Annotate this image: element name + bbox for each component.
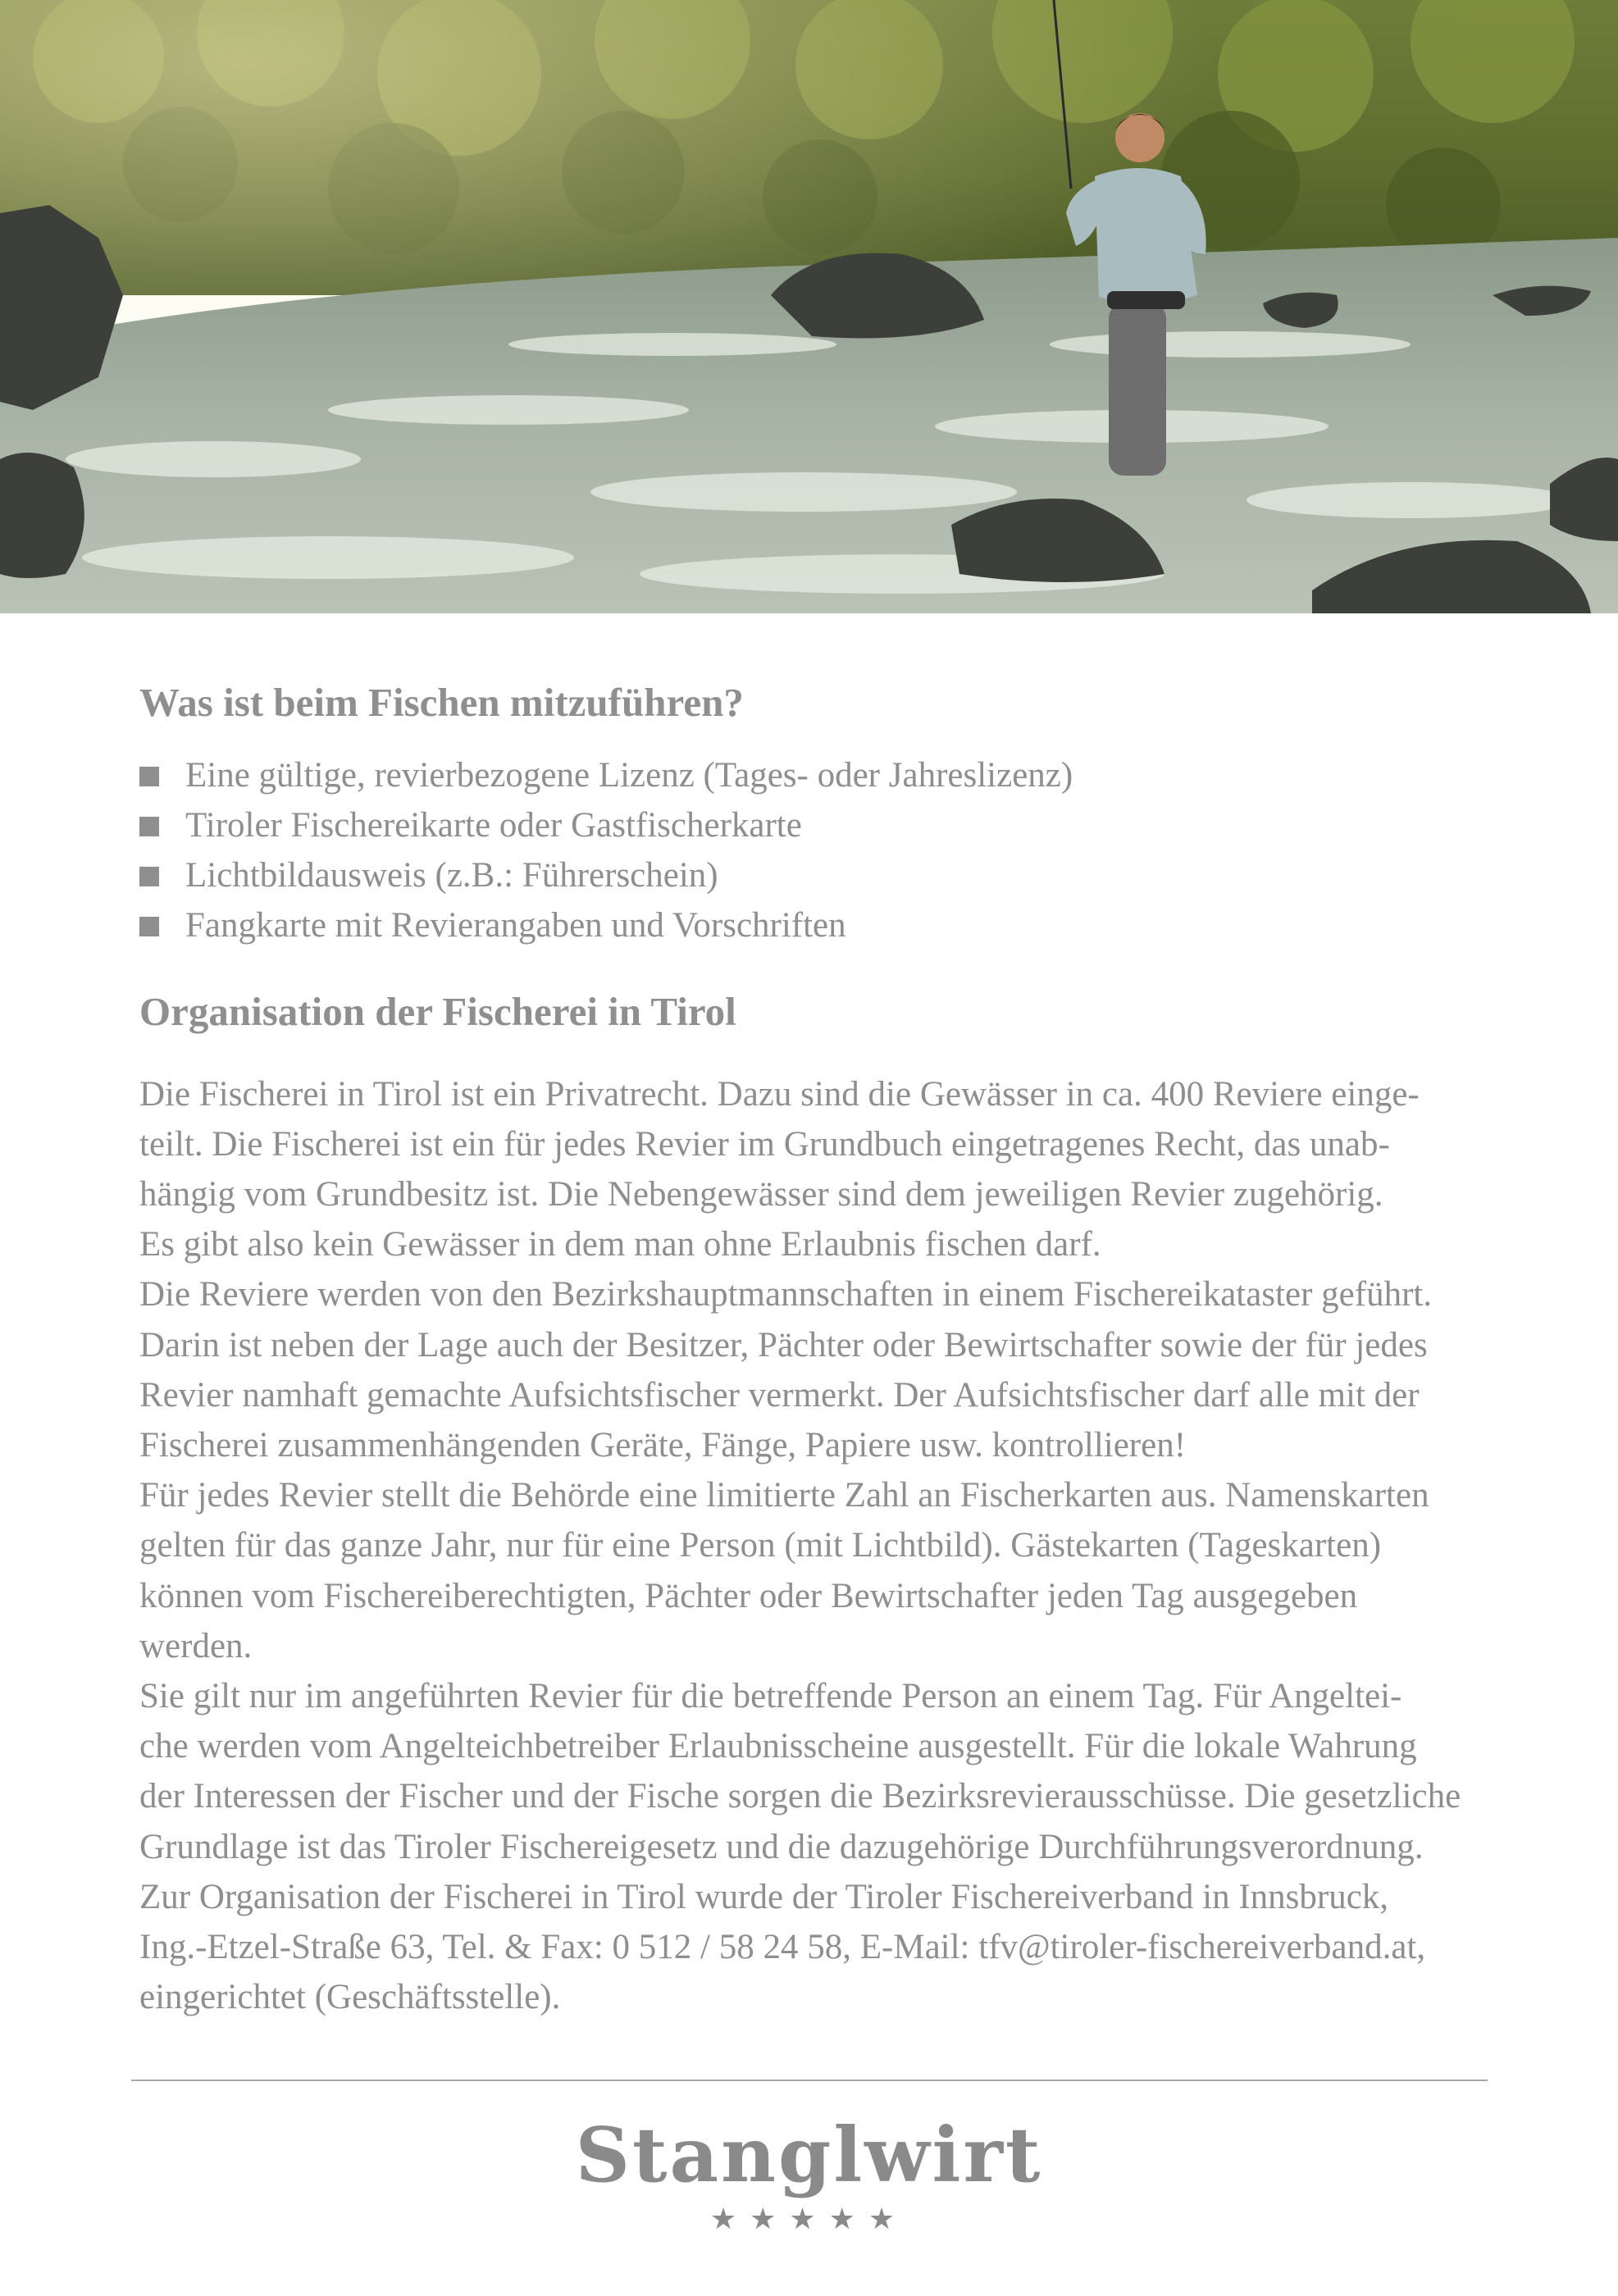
body-line: Es gibt also kein Gewässer in dem man ohne Erlaubnis fischen darf. <box>139 1225 1101 1264</box>
list-item-text: Tiroler Fischereikarte oder Gastfischerkarte <box>185 805 802 845</box>
list-item <box>139 900 1517 950</box>
list-item-text: Lichtbildausweis (z.B.: Führerschein) <box>185 855 718 895</box>
hero-illustration <box>0 0 1618 613</box>
square-bullet-icon <box>139 917 159 936</box>
body-line: teilt. Die Fischerei ist ein für jedes Revier im Grundbuch eingetragenes Recht, das unab- <box>139 1124 1390 1164</box>
stanglwirt-logo <box>0 2111 1618 2236</box>
main-content <box>139 672 1517 2022</box>
list-item-text: Eine gültige, revierbezogene Lizenz (Tages- oder Jahreslizenz) <box>185 755 1073 795</box>
body-line: eingerichtet (Geschäftsstelle). <box>139 1978 561 2017</box>
rating-stars-icon: ★★★★★ <box>709 2203 909 2236</box>
body-line: Fischerei zusammenhängenden Geräte, Fänge, Papiere usw. kontrollieren! <box>139 1426 1187 1465</box>
square-bullet-icon <box>139 867 159 886</box>
body-line: Darin ist neben der Lage auch der Besitzer, Pächter oder Bewirtschafter sowie der für jedes <box>139 1325 1428 1364</box>
requirements-heading: Was ist beim Fischen mitzuführen? <box>139 680 744 725</box>
body-line: Für jedes Revier stellt die Behörde eine limitierte Zahl an Fischerkarten aus. Namenskarten <box>139 1476 1429 1515</box>
logo-wordmark: Stanglwirt <box>575 2111 1043 2199</box>
list-item <box>139 750 1517 800</box>
body-line: Grundlage ist das Tiroler Fischereigesetz und die dazugehörige Durchführungsverordnung. <box>139 1827 1424 1866</box>
body-line: che werden vom Angelteichbetreiber Erlaubnisscheine ausgestellt. Für die lokale Wahrung <box>139 1727 1417 1766</box>
list-item-text: Fangkarte mit Revierangaben und Vorschriften <box>185 905 846 945</box>
organisation-heading: Organisation der Fischerei in Tirol <box>139 988 736 1034</box>
body-line: hängig vom Grundbesitz ist. Die Nebengewässer sind dem jeweiligen Revier zugehörig. <box>139 1175 1383 1214</box>
list-item <box>139 800 1517 850</box>
body-line: der Interessen der Fischer und der Fische sorgen die Bezirksrevierausschüsse. Die gesetzliche <box>139 1777 1461 1816</box>
body-line: Die Reviere werden von den Bezirkshauptmannschaften in einem Fischereikataster geführt. <box>139 1275 1433 1314</box>
body-line: Die Fischerei in Tirol ist ein Privatrecht. Dazu sind die Gewässer in ca. 400 Reviere einge- <box>139 1074 1420 1114</box>
square-bullet-icon <box>139 817 159 836</box>
hero-image <box>0 0 1618 613</box>
body-line: Ing.-Etzel-Straße 63, Tel. & Fax: 0 512 / 58 24 58, E-Mail: tfv@tiroler-fischereiverband.at, <box>139 1928 1426 1967</box>
footer-divider <box>131 2080 1488 2081</box>
body-line: Revier namhaft gemachte Aufsichtsfischer vermerkt. Der Aufsichtsfischer darf alle mit der <box>139 1375 1420 1414</box>
organisation-body <box>139 1069 1517 2023</box>
square-bullet-icon <box>139 767 159 786</box>
body-line: Sie gilt nur im angeführten Revier für die betreffende Person an einem Tag. Für Angeltei- <box>139 1677 1402 1716</box>
list-item <box>139 850 1517 900</box>
body-line: können vom Fischereiberechtigten, Pächter oder Bewirtschafter jeden Tag ausgegeben <box>139 1576 1358 1615</box>
body-line: werden. <box>139 1626 253 1665</box>
requirements-list <box>139 750 1517 950</box>
body-line: Zur Organisation der Fischerei in Tirol wurde der Tiroler Fischereiverband in Innsbruck, <box>139 1877 1389 1916</box>
body-line: gelten für das ganze Jahr, nur für eine Person (mit Lichtbild). Gästekarten (Tageskarten) <box>139 1526 1382 1565</box>
